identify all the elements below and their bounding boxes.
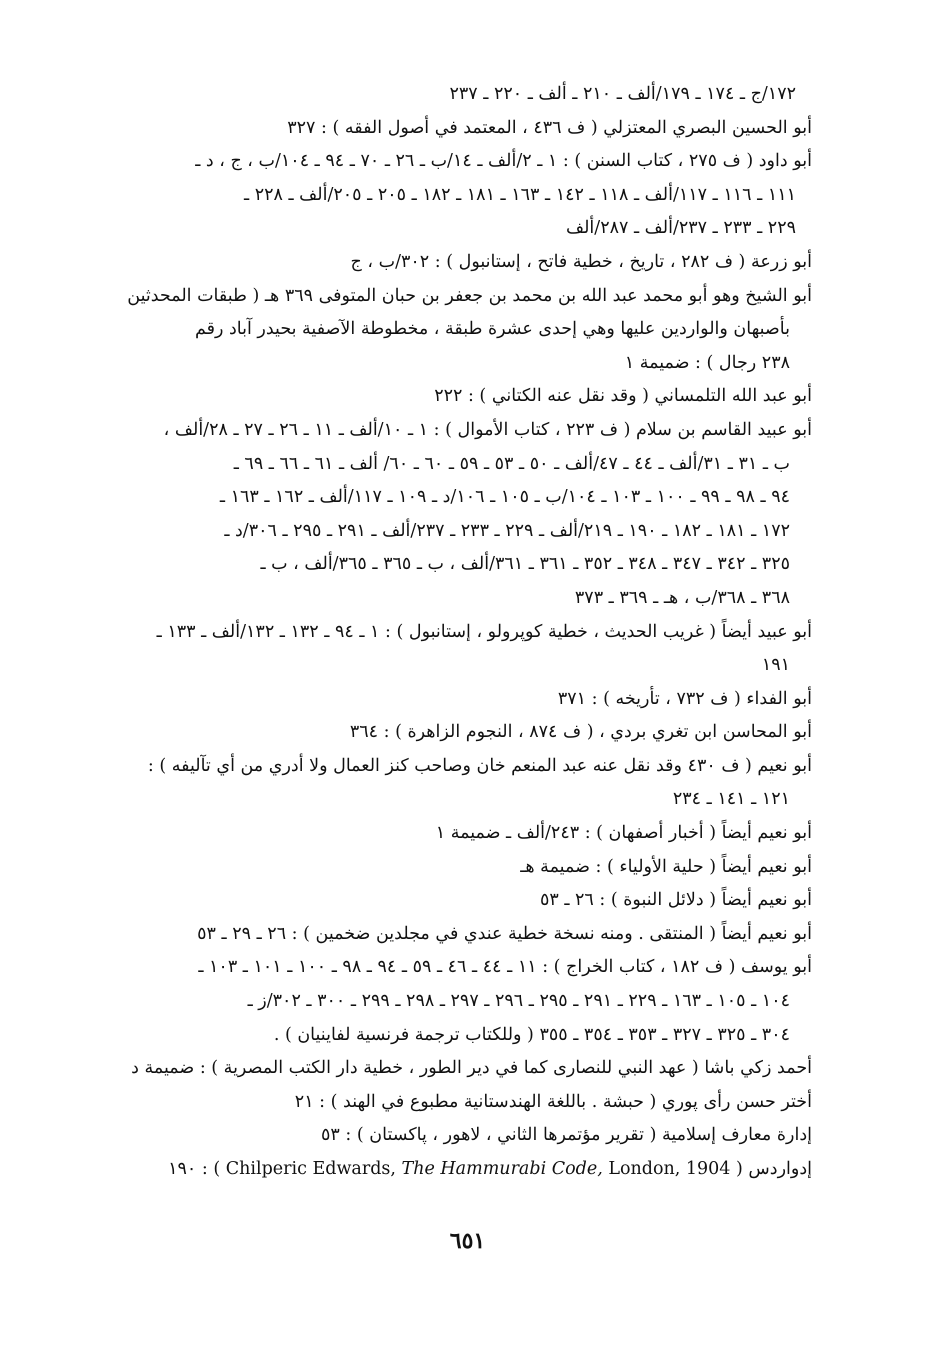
latin-citation	[213, 1159, 743, 1179]
index-entry: إدارة معارف إسلامية ( تقرير مؤتمرها الثاني ، لاهور ، پاكستان ) : ٥٣	[321, 1125, 812, 1146]
index-line: ٩٤ ـ ٩٨ ـ ٩٩ ـ ١٠٠ ـ ١٠٣ ـ ١٠٤/ب ـ ١٠٥ ـ ١٠٦/د ـ ١٠٩ ـ ١١٧/ألف ـ ١٦٢ ـ ١٦٣ ـ	[219, 487, 790, 508]
index-entry: أبو داود ( ف ٢٧٥ ، كتاب السنن ) : ١ ـ ٢/ألف ـ ١٤/ب ـ ٢٦ ـ ٧٠ ـ ٩٤ ـ ١٠٤/ب ، ج ، د ـ	[195, 151, 812, 172]
index-line: ١٧٢ ـ ١٨١ ـ ١٨٢ ـ ١٩٠ ـ ٢١٩/ألف ـ ٢٢٩ ـ ٢٣٣ ـ ٢٣٧/ألف ـ ٢٩١ ـ ٢٩٥ ـ ٣٠٦/د ـ	[224, 520, 790, 541]
citation-open: (	[213, 1159, 226, 1179]
citation-close: )	[730, 1159, 743, 1179]
index-entry: أبو الشيخ وهو أبو محمد عبد الله بن محمد بن جعفر بن حبان المتوفى ٣٦٩ هـ ( طبقات المحدثين	[127, 285, 812, 306]
page-number: ٦٥١	[449, 1228, 486, 1254]
index-line: ١٢١ ـ ١٤١ ـ ٢٣٤	[672, 789, 790, 810]
index-line: ١٠٤ ـ ١٠٥ ـ ١٦٣ ـ ٢٢٩ ـ ٢٩١ ـ ٢٩٥ ـ ٢٩٦ ـ ٢٩٧ ـ ٢٩٨ ـ ٢٩٩ ـ ٣٠٠ ـ ٣٠٢/ز ـ	[247, 991, 790, 1012]
index-entry: أبو المحاسن ابن تغري بردي ، ( ف ٨٧٤ ، النجوم الزاهرة ) : ٣٦٤	[349, 722, 812, 743]
index-line: ١٧٢/ج ـ ١٧٤ ـ ١٧٩/ألف ـ ٢١٠ ـ ألف ـ ٢٢٠ ـ ٢٣٧	[449, 84, 796, 104]
index-entry-latin	[120, 1153, 812, 1187]
index-line: ٣٠٤ ـ ٣٢٥ ـ ٣٢٧ ـ ٣٥٣ ـ ٣٥٤ ـ ٣٥٥ ( وللكتاب ترجمة فرنسية لفاينيان ) .	[273, 1024, 790, 1045]
index-entry: أبو نعيم أيضاً ( حلية الأولياء ) : ضميمة هـ	[520, 856, 812, 877]
index-entry: أحمد زكي باشا ( عهد النبي للنصارى كما في دير الطور ، خطية دار الكتب المصرية ) : ضميمة د	[131, 1058, 812, 1079]
index-entry: أبو عبيد أيضاً ( غريب الحديث ، خطية كوپرولو ، إستانبول ) : ١ ـ ٩٤ ـ ١٣٢ ـ ١٣٢/ألف ـ ١٣٣ ـ	[156, 621, 812, 642]
index-entry: أبو الفداء ( ف ٧٣٢ ، تأريخه ) : ٣٧١	[557, 688, 812, 709]
index-line: ٢٢٩ ـ ٢٣٣ ـ ٢٣٧/ألف ـ ٢٨٧/ألف	[565, 218, 796, 239]
index-line: ٣٢٥ ـ ٣٤٢ ـ ٣٤٧ ـ ٣٤٨ ـ ٣٥٢ ـ ٣٦١ ـ ٣٦١/ألف ، ب ـ ٣٦٥ ـ ٣٦٥/ألف ، ب ـ	[260, 554, 790, 575]
index-entry: أبو نعيم أيضاً ( دلائل النبوة ) : ٢٦ ـ ٥٣	[539, 890, 812, 911]
index-line: ٣٦٨ ـ ٣٦٨/ب ، هـ ـ ٣٦٩ ـ ٣٧٣	[574, 587, 790, 608]
index-entry: أبو زرعة ( ف ٢٨٢ ، تاريخ ، خطية فاتح ، إستانبول ) : ٣٠٢/ب ، ج	[350, 251, 812, 272]
index-entry: أبو الحسين البصري المعتزلي ( ف ٤٣٦ ، المعتمد في أصول الفقه ) : ٣٢٧	[287, 117, 812, 138]
index-entries	[120, 78, 812, 1187]
index-line: ٢٣٨ رجال ) : ضميمة ١	[624, 352, 790, 373]
index-entry: أبو نعيم ( ف ٤٣٠ وقد نقل عنه عبد المنعم خان وصاحب كنز العمال ولا أدري من أي تآليفه ) :	[147, 755, 812, 776]
citation-title: The Hammurabi Code,	[401, 1159, 603, 1179]
index-entry: أبو عبيد القاسم بن سلام ( ف ٢٢٣ ، كتاب الأموال ) : ١ ـ ١٠/ألف ـ ١١ ـ ٢٦ ـ ٢٧ ـ ٢٨/ألف ،	[163, 419, 812, 440]
index-line: ١١١ ـ ١١٦ ـ ١١٧/ألف ـ ١١٨ ـ ١٤٢ ـ ١٦٣ ـ ١٨١ ـ ١٨٢ ـ ٢٠٥ ـ ٢٠٥/ألف ـ ٢٢٨ ـ	[244, 184, 796, 205]
entry-pages: : ١٩٠	[168, 1159, 208, 1179]
index-line: بأصبهان والواردين عليها وهي إحدى عشرة طبقة ، مخطوطة الآصفية بحيدر آباد رقم	[194, 319, 790, 340]
index-line: ١٩١	[761, 655, 790, 676]
index-line: ب ـ ٣١ ـ ٣١/ألف ـ ٤٤ ـ ٤٧/ألف ـ ٥٠ ـ ٥٣ ـ ٥٩ ـ ٦٠ ـ ٦٠/ ألف ـ ٦١ ـ ٦٦ ـ ٦٩ ـ	[233, 453, 790, 474]
citation-author: Chilperic Edwards,	[225, 1159, 402, 1179]
citation-place: London, 1904	[602, 1159, 731, 1179]
index-entry: أختر حسن رأى پوري ( حبشة . باللغة الهندستانية مطبوع في الهند ) : ٢١	[294, 1091, 812, 1112]
index-entry: أبو نعيم أيضاً ( المنتقى . ومنه نسخة خطية عندي في مجلدين ضخمين ) : ٢٦ ـ ٢٩ ـ ٥٣	[197, 923, 812, 944]
index-entry: أبو يوسف ( ف ١٨٢ ، كتاب الخراج ) : ١١ ـ ٤٤ ـ ٤٦ ـ ٥٩ ـ ٩٤ ـ ٩٨ ـ ١٠٠ ـ ١٠١ ـ ١٠٣ ـ	[198, 957, 812, 978]
entry-prefix: إدواردس	[748, 1159, 812, 1179]
index-entry: أبو نعيم أيضاً ( أخبار أصفهان ) : ٢٤٣/ألف ـ ضميمة ١	[435, 823, 812, 844]
index-entry: أبو عبد الله التلمساني ( وقد نقل عنه الكتاني ) : ٢٢٢	[434, 386, 812, 407]
